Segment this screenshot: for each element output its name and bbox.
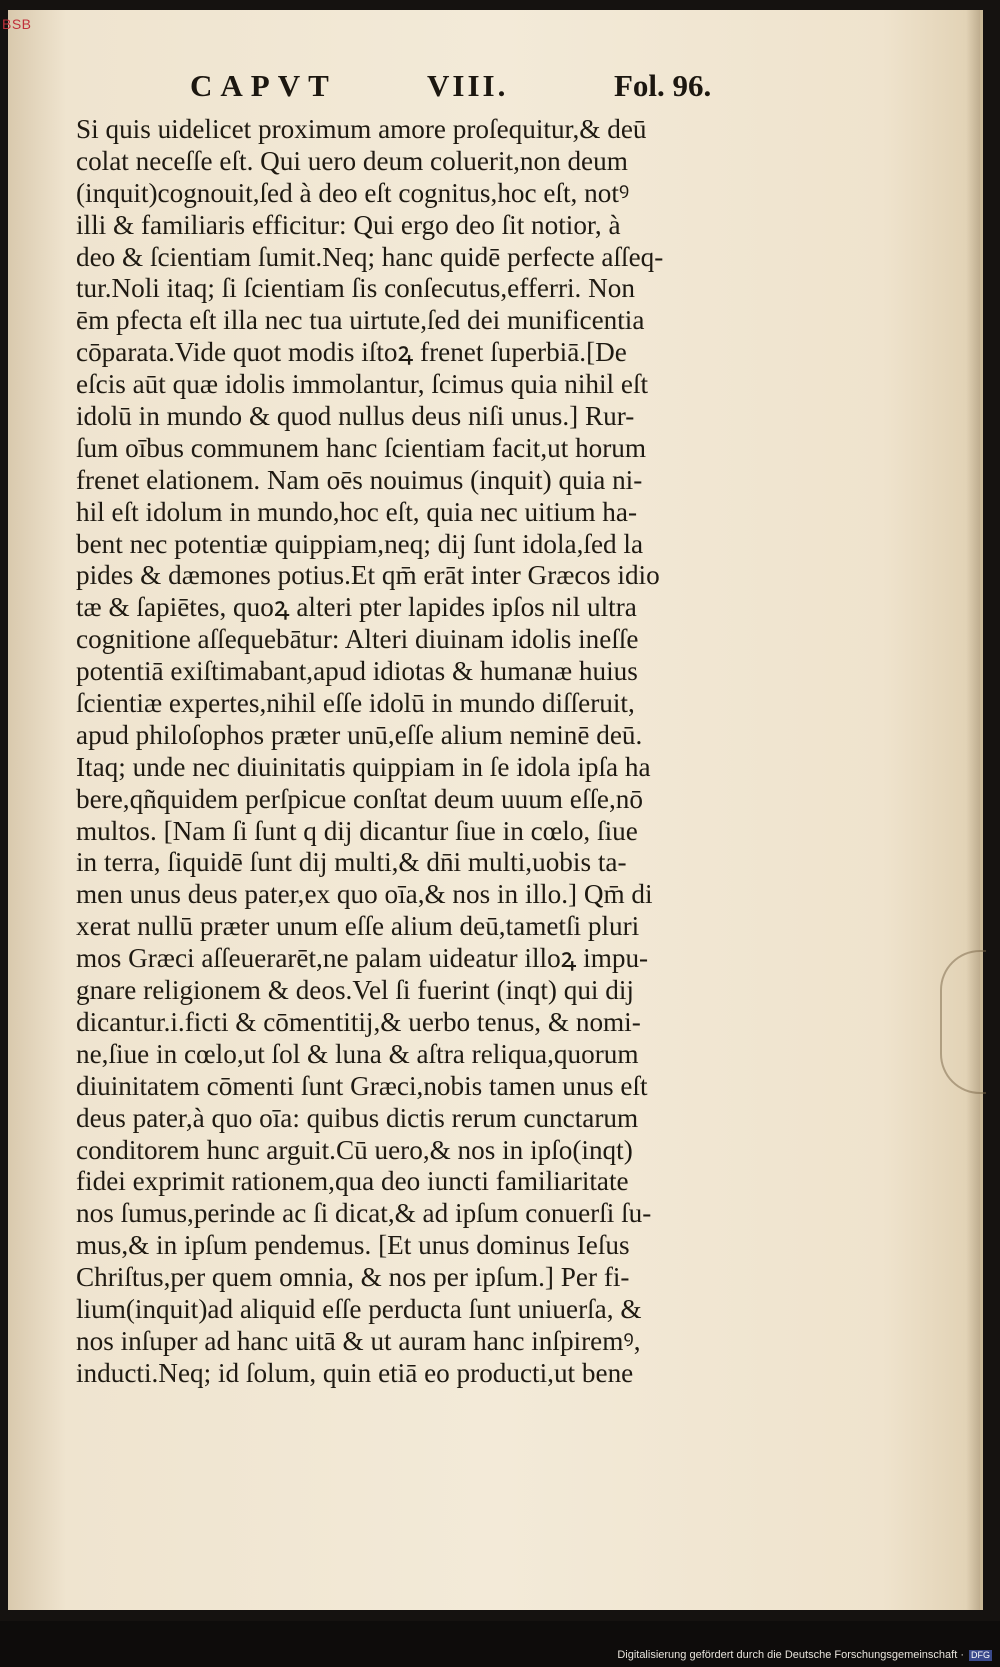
text-line: eſcis aūt quæ idolis immolantur, ſcimus quia nihil eſt bbox=[76, 369, 649, 400]
dfg-logo-icon: DFG bbox=[971, 1650, 990, 1660]
text-line: nos ſumus,perinde ac ſi dicat,& ad ipſum conuerſi ſu- bbox=[76, 1198, 652, 1229]
text-line: multos. [Nam ſi ſunt q dij dicantur ſiue in cœlo, ſiue bbox=[76, 815, 638, 846]
text-line: xerat nullū præter unum eſſe alium deū,tametſi pluri bbox=[76, 911, 640, 942]
text-line: nos inſuper ad hanc uitā & ut auram hanc inſpiremꝰ, bbox=[76, 1325, 641, 1356]
funding-note: Digitalisierung gefördert durch die Deutsche Forschungsgemeinschaft · bbox=[617, 1649, 964, 1661]
text-line: Si quis uidelicet proximum amore proſequitur,& deū bbox=[76, 114, 647, 144]
text-line: cōparata.Vide quot modis iſtoꝝ frenet ſuperbiā.[De bbox=[76, 337, 627, 368]
text-line: bent nec potentiæ quippiam,neq; dij ſunt idola,ſed la bbox=[76, 528, 644, 559]
text-line: ſcientiæ expertes,nihil eſſe idolū in mundo diſſeruit, bbox=[76, 688, 635, 719]
text-line: ēm pfecta eſt illa nec tua uirtute,ſed dei munificentia bbox=[76, 305, 645, 336]
text-line: ne,ſiue in cœlo,ut ſol & luna & aſtra reliqua,quorum bbox=[76, 1038, 639, 1069]
text-line: mos Græci aſſeuerarēt,ne palam uideatur illoꝝ impu- bbox=[76, 943, 649, 974]
header-chapter-number: VIII. bbox=[427, 68, 509, 103]
text-line: lium(inquit)ad aliquid eſſe perducta ſunt uniuerſa, & bbox=[76, 1293, 642, 1324]
running-header bbox=[190, 68, 750, 108]
text-line: dicantur.i.ficti & cōmentitij,& uerbo tenus, & nomi- bbox=[76, 1006, 641, 1037]
text-line: in terra, ſiquidē ſunt dij multi,& dn̄i multi,uobis ta- bbox=[76, 847, 627, 878]
text-line: fidei exprimit rationem,qua deo iuncti familiaritate bbox=[76, 1166, 629, 1197]
header-caput: CAPVT bbox=[190, 68, 337, 103]
page-edge-shadow bbox=[966, 10, 980, 1610]
text-line: tur.Noli itaq; ſi ſcientiam ſis conſecutus,efferri. Non bbox=[76, 273, 635, 304]
text-line: diuinitatem cōmenti ſunt Græci,nobis tamen unus eſt bbox=[76, 1070, 648, 1101]
text-line: hil eſt idolum in mundo,hoc eſt, quia nec uitium ha- bbox=[76, 496, 638, 527]
text-line: deus pater,à quo oīa: quibus dictis rerum cunctarum bbox=[76, 1102, 639, 1133]
body-text bbox=[76, 114, 796, 1390]
text-line: gnare religionem & deos.Vel ſi fuerint (inqt) qui dij bbox=[76, 975, 634, 1006]
bsb-watermark: BSB bbox=[2, 16, 32, 32]
text-line: potentiā exiſtimabant,apud idiotas & humanæ huius bbox=[76, 656, 638, 687]
text-line: idolū in mundo & quod nullus deus niſi unus.] Rur- bbox=[76, 401, 635, 432]
text-line: ſum oībus communem hanc ſcientiam facit,ut horum bbox=[76, 432, 647, 463]
text-line: deo & ſcientiam ſumit.Neq; hanc quidē perfecte aſſeq- bbox=[76, 241, 664, 272]
text-line: men unus deus pater,ex quo oīa,& nos in illo.] Qm̄ di bbox=[76, 879, 653, 910]
text-line: frenet elationem. Nam oēs nouimus (inquit) quia ni- bbox=[76, 464, 643, 495]
text-line: (inquit)cognouit,ſed à deo eſt cognitus,hoc eſt, notꝰ bbox=[76, 177, 630, 208]
text-line: cognitione aſſequebātur: Alteri diuinam idolis ineſſe bbox=[76, 624, 639, 655]
book-page bbox=[8, 10, 983, 1610]
digitization-footer bbox=[0, 1621, 1000, 1667]
text-line: pides & dæmones potius.Et qm̄ erāt inter Græcos idio bbox=[76, 560, 660, 591]
text-line: illi & familiaris efficitur: Qui ergo deo ſit notior, à bbox=[76, 209, 621, 240]
text-line: inducti.Neq; id ſolum, quin etiā eo producti,ut bene bbox=[76, 1357, 634, 1388]
text-line: mus,& in ipſum pendemus. [Et unus dominus Ieſus bbox=[76, 1230, 630, 1261]
text-line: conditorem hunc arguit.Cū uero,& nos in ipſo(inqt) bbox=[76, 1134, 633, 1165]
text-line: Chriſtus,per quem omnia, & nos per ipſum.] Per fi- bbox=[76, 1262, 630, 1293]
header-folio: Fol. 96. bbox=[614, 68, 712, 103]
text-line: Itaq; unde nec diuinitatis quippiam in ſe idola ipſa ha bbox=[76, 751, 651, 782]
text-line: tæ & ſapiētes, quoꝝ alteri pter lapides ipſos nil ultra bbox=[76, 592, 637, 623]
text-line: colat neceſſe eſt. Qui uero deum coluerit,non deum bbox=[76, 145, 628, 176]
page-curl-mark bbox=[940, 950, 986, 1094]
text-line: apud philoſophos præter unū,eſſe alium neminē deū. bbox=[76, 719, 643, 750]
text-line: bere,qñquidem perſpicue conſtat deum uuum eſſe,nō bbox=[76, 783, 643, 814]
